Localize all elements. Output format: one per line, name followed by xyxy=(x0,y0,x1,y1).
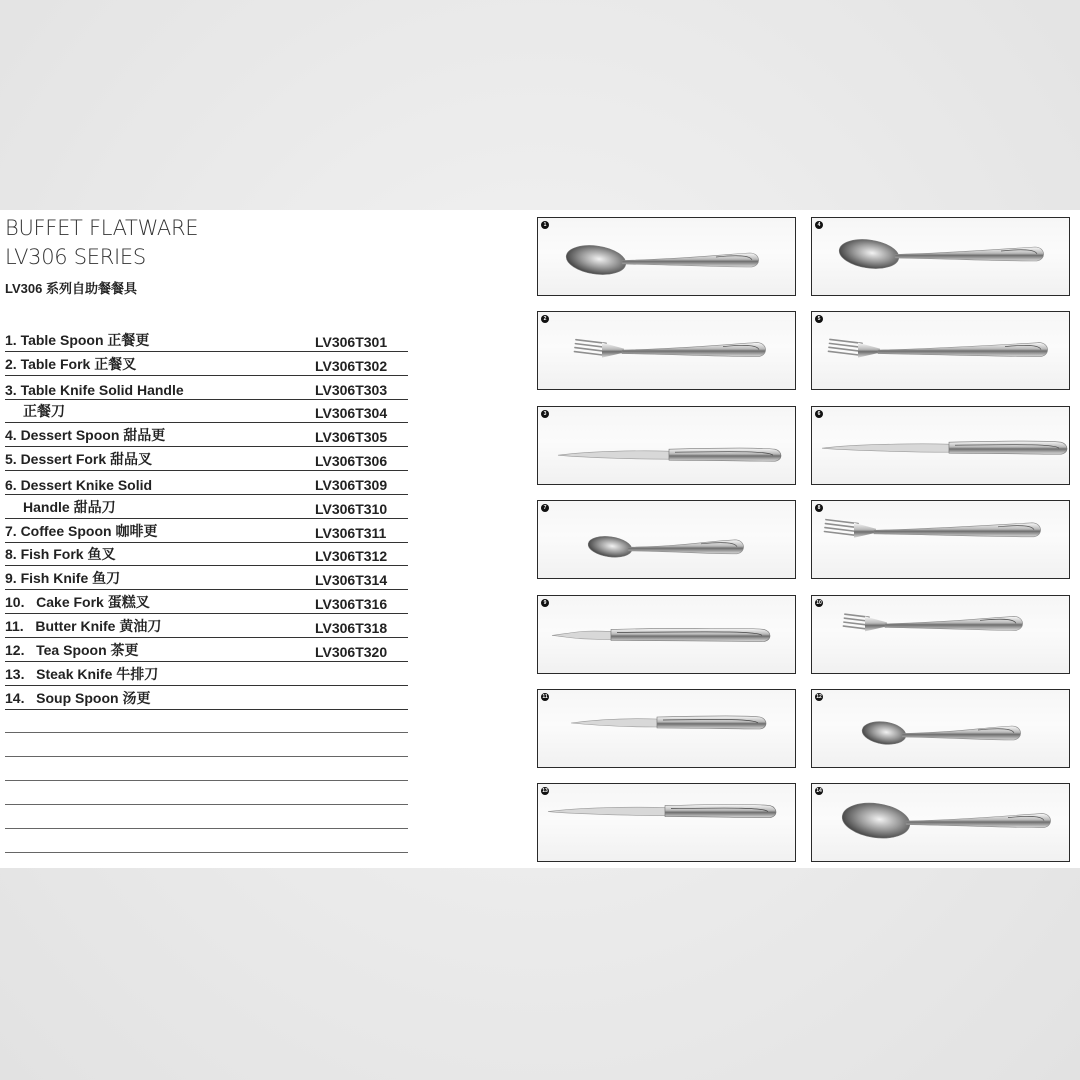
photo-number-badge: 10 xyxy=(816,599,822,606)
item-name: 6. Dessert Knike Solid xyxy=(5,476,153,493)
product-photo xyxy=(811,500,1070,579)
item-code: LV306T316 xyxy=(315,596,388,613)
item-code: LV306T302 xyxy=(315,357,388,374)
list-item xyxy=(5,614,408,638)
item-name: 1. Table Spoon 正餐更 xyxy=(5,331,150,348)
item-name: 12. Tea Spoon 茶更 xyxy=(5,641,139,658)
blank-rule xyxy=(5,710,408,734)
list-item xyxy=(5,400,408,424)
product-photo xyxy=(811,406,1070,485)
photo-number-badge: 12 xyxy=(816,694,822,700)
catalog-title: BUFFET FLATWARE xyxy=(5,216,199,240)
list-item xyxy=(5,328,408,352)
steak-knife-icon xyxy=(538,784,796,862)
product-photo xyxy=(537,406,796,485)
list-item xyxy=(5,686,408,710)
item-name: 4. Dessert Spoon 甜品更 xyxy=(5,427,166,444)
fish-knife-icon xyxy=(538,596,796,674)
item-code: LV306T303 xyxy=(315,381,388,398)
item-code: LV306T306 xyxy=(315,453,388,470)
item-name: 5. Dessert Fork 甜品叉 xyxy=(5,451,153,468)
photo-number-badge: 3 xyxy=(541,410,549,418)
photo-number-badge: 5 xyxy=(815,315,823,323)
soup-spoon-icon xyxy=(812,784,1070,862)
tea-spoon-icon xyxy=(812,690,1070,768)
product-photo xyxy=(811,595,1070,674)
item-code: LV306T309 xyxy=(315,476,388,493)
item-code: LV306T301 xyxy=(315,333,388,350)
dessert-knife-icon xyxy=(812,407,1070,485)
item-code: LV306T314 xyxy=(315,572,388,589)
item-name: 9. Fish Knife 鱼刀 xyxy=(5,570,121,587)
blank-rule xyxy=(5,829,408,853)
item-list xyxy=(5,328,408,853)
product-photo xyxy=(811,689,1070,768)
product-photo xyxy=(537,783,796,862)
series-title: LV306 SERIES xyxy=(5,245,146,269)
blank-rule xyxy=(5,757,408,781)
item-name: 11. Butter Knife 黄油刀 xyxy=(5,617,162,634)
item-name: 7. Coffee Spoon 咖啡更 xyxy=(5,522,158,539)
product-photo xyxy=(537,311,796,390)
product-photo xyxy=(537,595,796,674)
product-photo xyxy=(811,217,1070,296)
photo-number-badge: 8 xyxy=(815,504,823,512)
photo-number-badge: 1 xyxy=(541,221,549,229)
dessert-spoon-icon xyxy=(812,218,1070,296)
item-name: 3. Table Knife Solid Handle xyxy=(5,381,184,398)
list-item xyxy=(5,495,408,519)
photo-number-badge: 9 xyxy=(541,599,549,607)
list-item xyxy=(5,376,408,400)
list-item xyxy=(5,543,408,567)
list-item xyxy=(5,638,408,662)
item-name: 正餐刀 xyxy=(23,403,65,420)
item-name: 13. Steak Knife 牛排刀 xyxy=(5,665,159,682)
product-photo xyxy=(811,783,1070,862)
chinese-subtitle: LV306 系列自助餐餐具 xyxy=(5,281,137,296)
photo-number-badge: 2 xyxy=(541,315,549,323)
photo-number-badge: 14 xyxy=(816,788,822,795)
coffee-spoon-icon xyxy=(538,501,796,579)
table-fork-icon xyxy=(538,312,796,390)
product-photo xyxy=(537,217,796,296)
item-code: LV306T320 xyxy=(315,643,388,660)
photo-number-badge: 11 xyxy=(542,694,548,700)
photo-number-badge: 7 xyxy=(541,504,549,512)
list-item xyxy=(5,519,408,543)
catalog-sheet xyxy=(0,210,1080,868)
photo-number-badge: 6 xyxy=(815,410,823,418)
item-name: 10. Cake Fork 蛋糕叉 xyxy=(5,594,150,611)
list-item xyxy=(5,662,408,686)
item-code: LV306T312 xyxy=(315,548,388,565)
blank-rule xyxy=(5,781,408,805)
item-code: LV306T311 xyxy=(315,524,387,541)
list-item xyxy=(5,423,408,447)
product-photo xyxy=(537,500,796,579)
table-spoon-icon xyxy=(538,218,796,296)
table-knife-icon xyxy=(538,407,796,485)
item-name: 2. Table Fork 正餐叉 xyxy=(5,355,137,372)
butter-knife-icon xyxy=(538,690,796,768)
list-item xyxy=(5,447,408,471)
item-name: 14. Soup Spoon 汤更 xyxy=(5,689,151,706)
product-photo xyxy=(811,311,1070,390)
photo-number-badge: 13 xyxy=(542,788,548,795)
dessert-fork-icon xyxy=(812,312,1070,390)
item-name: Handle 甜品刀 xyxy=(23,498,116,515)
product-photo xyxy=(537,689,796,768)
item-code: LV306T305 xyxy=(315,429,388,446)
cake-fork-icon xyxy=(812,596,1070,674)
list-item xyxy=(5,590,408,614)
item-code: LV306T318 xyxy=(315,619,388,636)
item-name: 8. Fish Fork 鱼叉 xyxy=(5,546,116,563)
list-item xyxy=(5,471,408,495)
item-code: LV306T310 xyxy=(315,500,388,517)
blank-rule xyxy=(5,805,408,829)
photo-number-badge: 4 xyxy=(815,221,823,229)
list-item xyxy=(5,566,408,590)
blank-rule xyxy=(5,733,408,757)
item-code: LV306T304 xyxy=(315,405,388,422)
fish-fork-icon xyxy=(812,501,1070,579)
list-item xyxy=(5,352,408,376)
